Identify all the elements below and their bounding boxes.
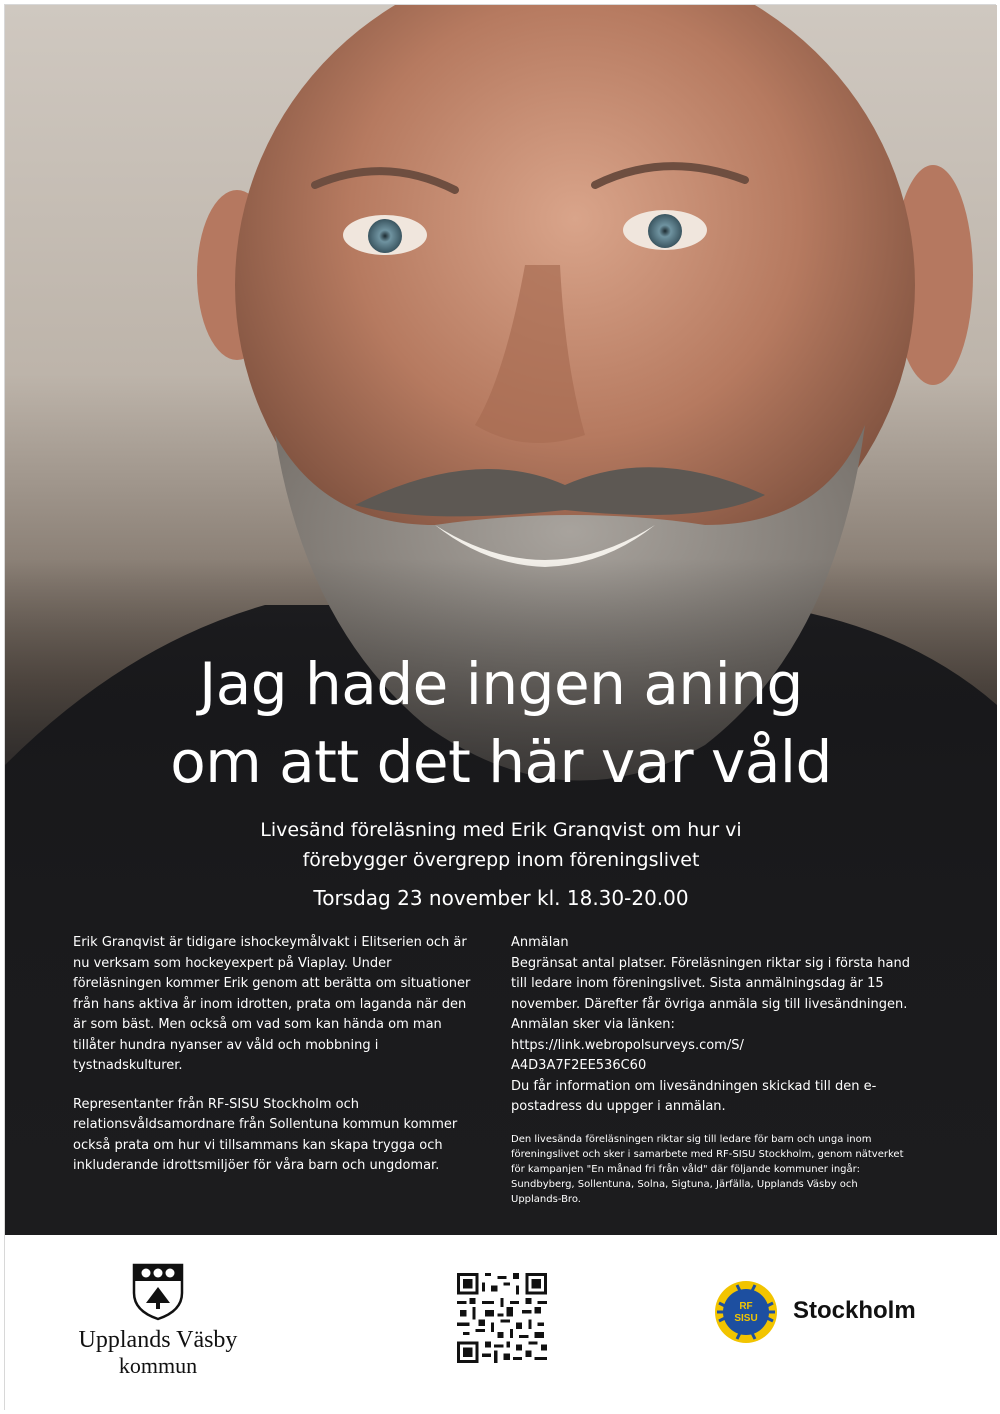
portrait-photo	[5, 5, 997, 1235]
rf-sisu-stockholm-logo	[713, 1279, 943, 1349]
event-date: Torsdag 23 november kl. 18.30-20.00	[313, 886, 689, 910]
headline-line-1: Jag hade ingen aning	[199, 650, 803, 718]
registration-body: Begränsat antal platser. Föreläsningen riktar sig i första hand till ledare inom föreningslivet. Sista anmälningsdag är 15 november. Därefter får övriga anmäla sig till livesändningen. Anmälan sker via länken:	[511, 955, 910, 1032]
registration-info: Du får information om livesändningen skickad till den e-postadress du uppger i anmälan.	[511, 1078, 877, 1114]
registration-column	[511, 933, 911, 1221]
registration-heading: Anmälan	[511, 935, 569, 950]
registration-link[interactable]: https://link.webropolsurveys.com/S/ A4D3A7F2EE536C60	[511, 1037, 744, 1073]
subtitle-line-1: Livesänd föreläsning med Erik Granqvist om hur vi	[260, 819, 742, 841]
footer	[5, 1235, 997, 1411]
subtitle-line-2: förebygger övergrepp inom föreningslivet	[302, 849, 700, 871]
headline	[5, 645, 997, 801]
poster	[4, 4, 996, 1410]
fine-print: Den livesända föreläsningen riktar sig till ledare för barn och unga inom föreningslivet och sker i samarbete med RF-SISU Stockholm, genom nätverket för kampanjen "En månad fri från våld" där följande kommuner ingår: Sundbyberg, Sollentuna, Solna, Sigtuna, Järfälla, Upplands Väsby och Upplands-Bro.	[511, 1133, 904, 1205]
headline-line-2: om att det här var våld	[170, 728, 832, 796]
upplands-vasby-logo	[73, 1263, 243, 1379]
svg-text:RF: RF	[739, 1301, 753, 1312]
vasby-name: Upplands Väsby	[78, 1327, 238, 1353]
description-paragraph-2: Representanter från RF-SISU Stockholm och relationsvåldsamordnare från Sollentuna kommun kommer också prata om hur vi tillsammans kan skapa trygga och inkluderande idrottsmiljöer för våra barn och ungdomar.	[73, 1096, 458, 1173]
qr-code-icon[interactable]	[457, 1273, 547, 1363]
description-paragraph-1: Erik Granqvist är tidigare ishockeymålvakt i Elitserien och är nu verksam som hockeyexpert på Viaplay. Under föreläsningen kommer Erik genom att berätta om situationer från hans aktiva år inom idrotten, prata om laganda när den är som bäst. Men också om vad som kan hända om man tillåter hundra nyanser av våld och mobbning i tystnadskulturer.	[73, 935, 471, 1073]
subtitle	[5, 815, 997, 875]
vasby-shield-icon	[132, 1263, 184, 1321]
rf-sisu-badge-icon	[713, 1279, 779, 1345]
description-column	[73, 933, 473, 1195]
sisu-stockholm-label: Stockholm	[793, 1297, 916, 1324]
vasby-subtitle: kommun	[118, 1353, 198, 1378]
svg-text:SISU: SISU	[734, 1313, 758, 1324]
